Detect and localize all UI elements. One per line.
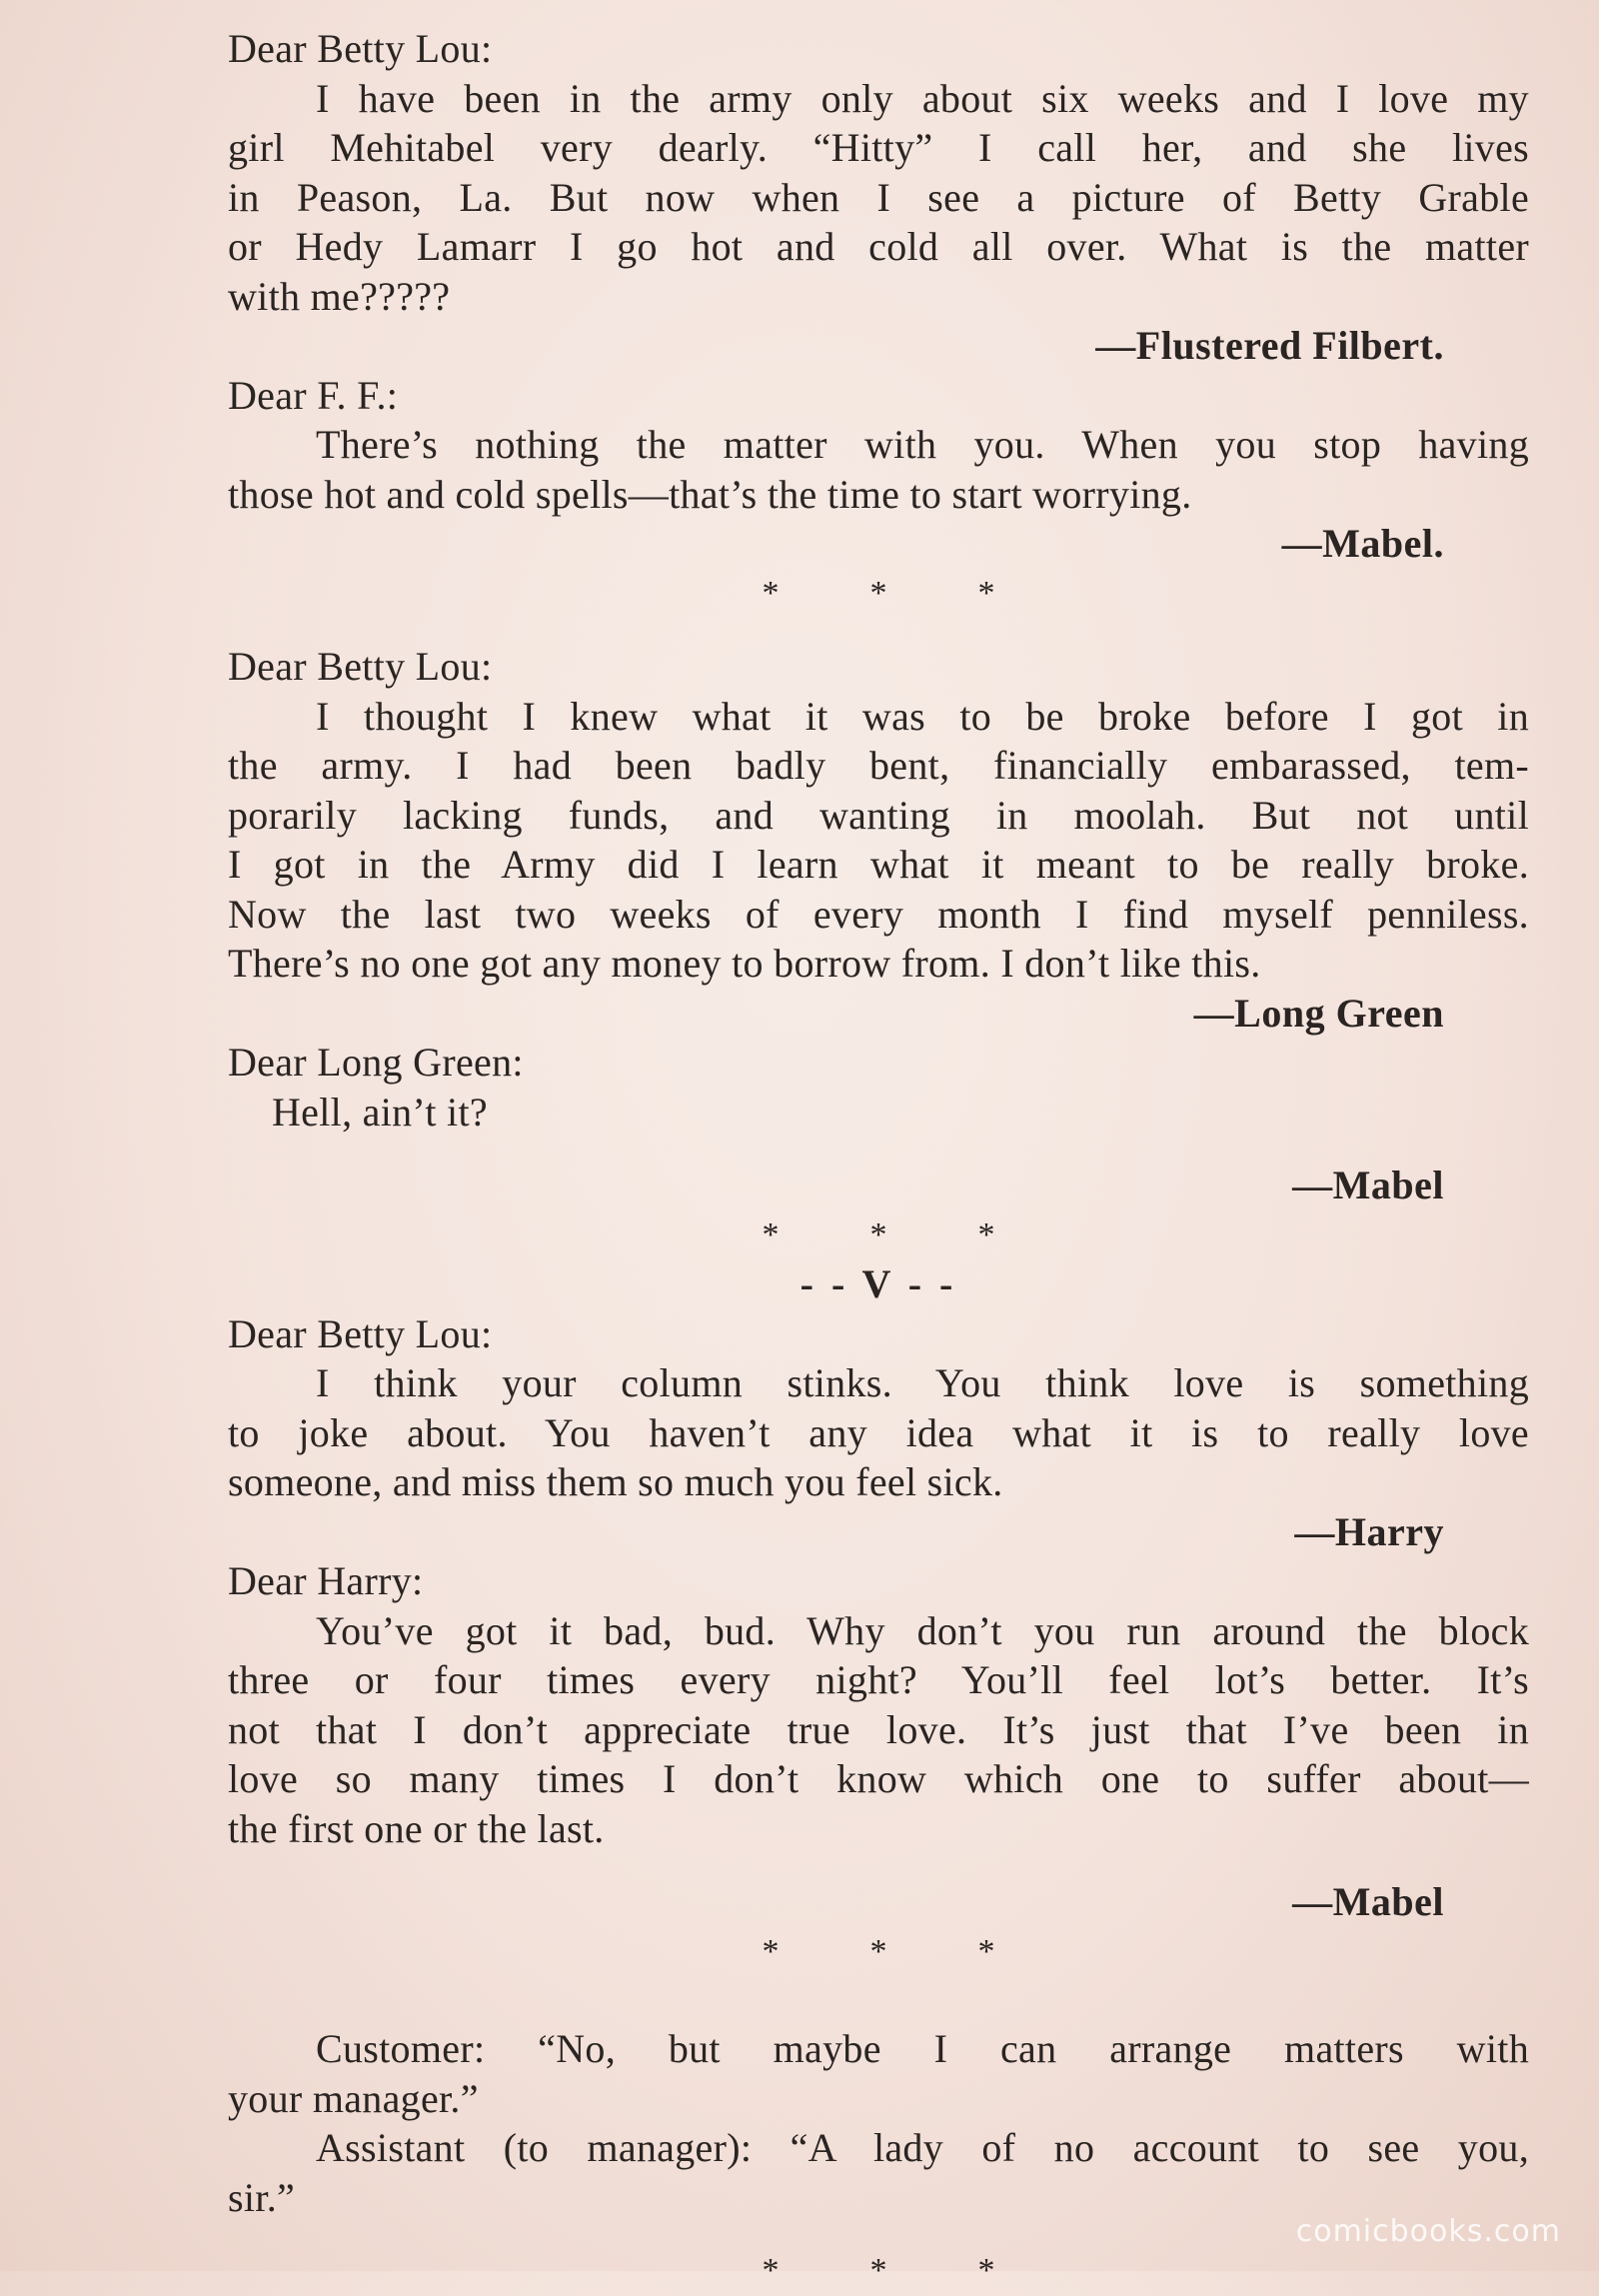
page-text	[228, 24, 1529, 2296]
body-line: the army. I had been badly bent, financially embarassed, tem-	[228, 743, 1529, 788]
salutation: Dear Harry:	[228, 1558, 424, 1603]
separator-star: *	[977, 574, 995, 612]
body-line: sir.”	[228, 2174, 296, 2220]
body-line: with me?????	[228, 273, 451, 319]
spacer	[228, 1976, 1529, 2024]
body-line: I think your column stinks. You think love is something	[316, 1360, 1529, 1405]
separator-star: *	[869, 1215, 887, 1253]
separator-star: *	[762, 1215, 780, 1253]
salutation: Dear F. F.:	[228, 372, 399, 418]
signature: —Mabel	[1292, 1879, 1444, 1924]
spacer	[228, 618, 1529, 642]
separator-star: *	[977, 1932, 995, 1970]
body-line: to joke about. You haven’t any idea what it is to really love	[228, 1409, 1529, 1455]
separator-star: *	[762, 2252, 780, 2289]
body-line: someone, and miss them so much you feel sick.	[228, 1459, 1003, 1504]
separator-star: *	[977, 1215, 995, 1253]
body-line: I have been in the army only about six weeks and I love my	[316, 75, 1529, 121]
v-divider: - - V - -	[800, 1261, 957, 1306]
signature: —Long Green	[1193, 990, 1444, 1036]
signature: —Mabel.	[1281, 521, 1444, 566]
signature: —Mabel	[1292, 1162, 1444, 1207]
body-line: not that I don’t appreciate true love. It’s just that I’ve been in	[228, 1706, 1529, 1752]
body-line: porarily lacking funds, and wanting in moolah. But not until	[228, 792, 1529, 838]
body-line: I thought I knew what it was to be broke before I got in	[316, 693, 1529, 739]
body-line: your manager.”	[228, 2075, 479, 2121]
section-separator	[228, 1210, 1529, 1260]
spacer	[228, 1853, 1529, 1877]
salutation: Dear Betty Lou:	[228, 644, 493, 689]
body-line: Hell, ain’t it?	[272, 1089, 488, 1135]
body-line: or Hedy Lamarr I go hot and cold all over. What is the matter	[228, 224, 1529, 269]
body-line: girl Mehitabel very dearly. “Hitty” I call her, and she lives	[228, 125, 1529, 170]
separator-star: *	[977, 2252, 995, 2289]
body-line: in Peason, La. But now when I see a picture of Betty Grable	[228, 174, 1529, 220]
separator-star: *	[869, 2252, 887, 2289]
section-separator	[228, 569, 1529, 619]
body-line: love so many times I don’t know which one to suffer about—	[228, 1756, 1529, 1801]
body-line: You’ve got it bad, bud. Why don’t you run around the block	[316, 1607, 1529, 1653]
salutation: Dear Betty Lou:	[228, 1310, 493, 1356]
separator-star: *	[869, 1932, 887, 1970]
signature: —Flustered Filbert.	[1095, 323, 1444, 368]
body-line: I got in the Army did I learn what it meant to be really broke.	[228, 842, 1529, 887]
body-line: those hot and cold spells—that’s the time to start worrying.	[228, 471, 1192, 517]
body-line: the first one or the last.	[228, 1805, 605, 1851]
body-line: Assistant (to manager): “A lady of no account to see you,	[316, 2125, 1529, 2170]
separator-star: *	[762, 1932, 780, 1970]
salutation: Dear Long Green:	[228, 1040, 524, 1085]
body-line: Now the last two weeks of every month I find myself penniless.	[228, 891, 1529, 937]
body-line: There’s no one got any money to borrow from. I don’t like this.	[228, 941, 1261, 986]
salutation: Dear Betty Lou:	[228, 26, 493, 71]
watermark: comicbooks.com	[1295, 2214, 1561, 2249]
signature: —Harry	[1294, 1508, 1444, 1554]
separator-star: *	[762, 574, 780, 612]
spacer	[228, 1137, 1529, 1160]
section-separator	[228, 1927, 1529, 1977]
body-line: Customer: “No, but maybe I can arrange matters with	[316, 2026, 1529, 2071]
body-line: three or four times every night? You’ll feel lot’s better. It’s	[228, 1657, 1529, 1702]
body-line: There’s nothing the matter with you. When you stop having	[316, 422, 1529, 467]
separator-star: *	[869, 574, 887, 612]
